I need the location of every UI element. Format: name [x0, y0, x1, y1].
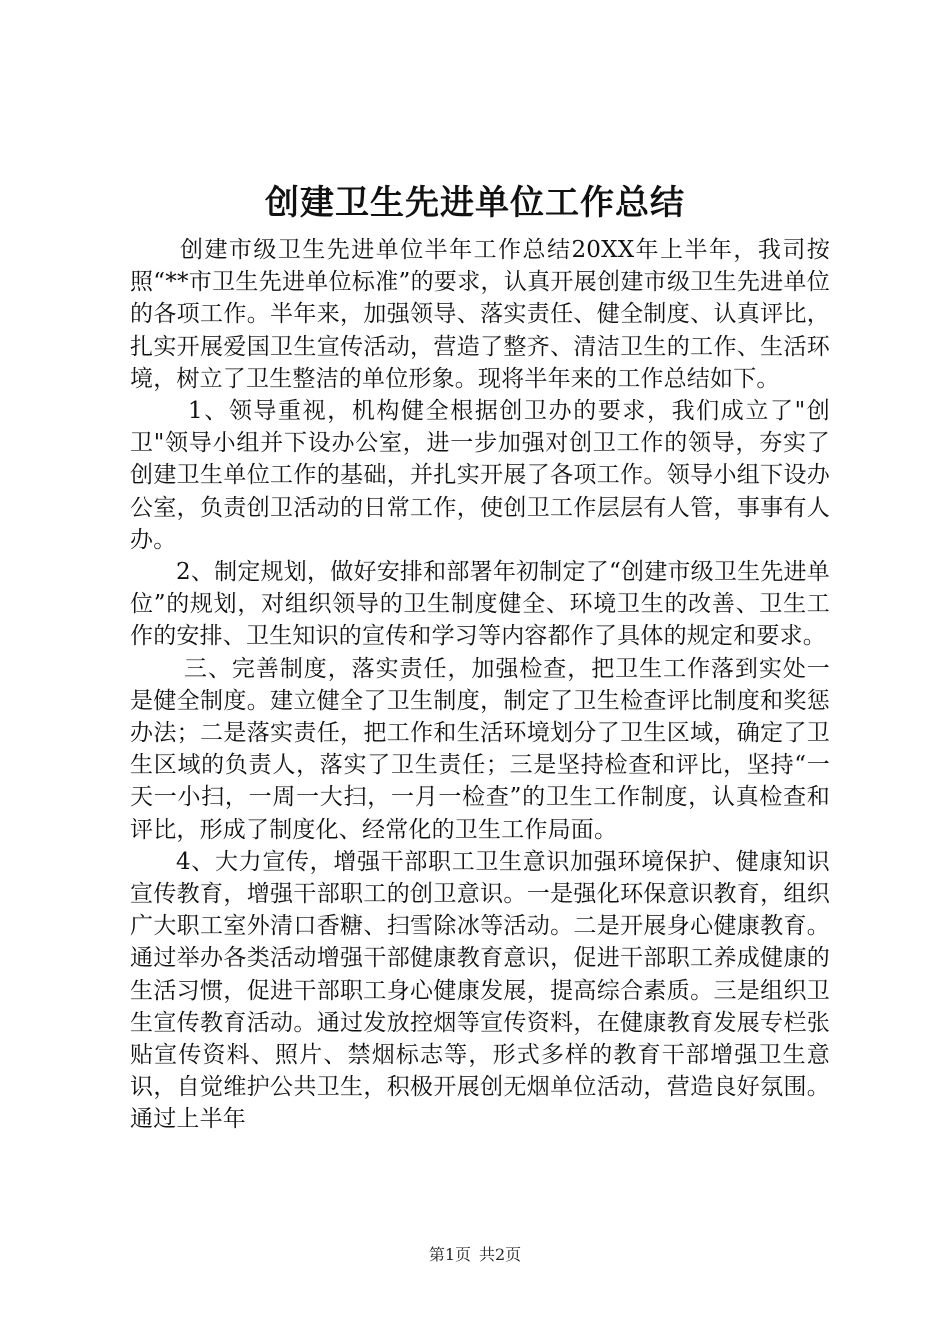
document-title: 创建卫生先进单位工作总结	[265, 183, 685, 223]
paragraph-section-2: 2、制定规划，做好安排和部署年初制定了“创建市级卫生先进单位”的规划，对组织领导的卫生制度健全、环境卫生的改善、卫生工作的安排、卫生知识的宣传和学习等内容都作了具体的规定和要求。	[130, 559, 830, 650]
paragraph-section-4: 4、大力宣传，增强干部职工卫生意识加强环境保护、健康知识宣传教育，增强干部职工的创卫意识。一是强化环保意识教育，组织广大职工室外清口香糖、扫雪除冰等活动。二是开展身心健康教育。通过举办各类活动增强干部健康教育意识，促进干部职工养成健康的生活习惯，促进干部职工身心健康发展，提高综合素质。三是组织卫生宣传教育活动。通过发放控烟等宣传资料，在健康教育发展专栏张贴宣传资料、照片、禁烟标志等，形式多样的教育干部增强卫生意识，自觉维护公共卫生，积极开展创无烟单位活动，营造良好氛围。通过上半年	[130, 848, 830, 1133]
document-body	[130, 234, 830, 1136]
page-total: 共2页	[479, 1245, 522, 1264]
paragraph-intro: 创建市级卫生先进单位半年工作总结20XX年上半年，我司按照“**市卫生先进单位标准”的要求，认真开展创建市级卫生先进单位的各项工作。半年来，加强领导、落实责任、健全制度、认真评比，扎实开展爱国卫生宣传活动，营造了整齐、清洁卫生的工作、生活环境，树立了卫生整洁的单位形象。现将半年来的工作总结如下。	[130, 237, 830, 392]
paragraph-section-3: 三、完善制度，落实责任，加强检查，把卫生工作落到实处一是健全制度。建立健全了卫生制度，制定了卫生检查评比制度和奖惩办法；二是落实责任，把工作和生活环境划分了卫生区域，确定了卫生区域的负责人，落实了卫生责任；三是坚持检查和评比，坚持“一天一小扫，一周一大扫，一月一检查”的卫生工作制度，认真检查和评比，形成了制度化、经常化的卫生工作局面。	[130, 655, 830, 843]
page-footer	[0, 1244, 950, 1266]
paragraph-section-1: 1、领导重视，机构健全根据创卫办的要求，我们成立了"创卫"领导小组并下设办公室，进一步加强对创卫工作的领导，夯实了创建卫生单位工作的基础，并扎实开展了各项工作。领导小组下设办公室，负责创卫活动的日常工作，使创卫工作层层有人管，事事有人办。	[130, 398, 830, 553]
page-number: 第1页	[428, 1245, 471, 1264]
